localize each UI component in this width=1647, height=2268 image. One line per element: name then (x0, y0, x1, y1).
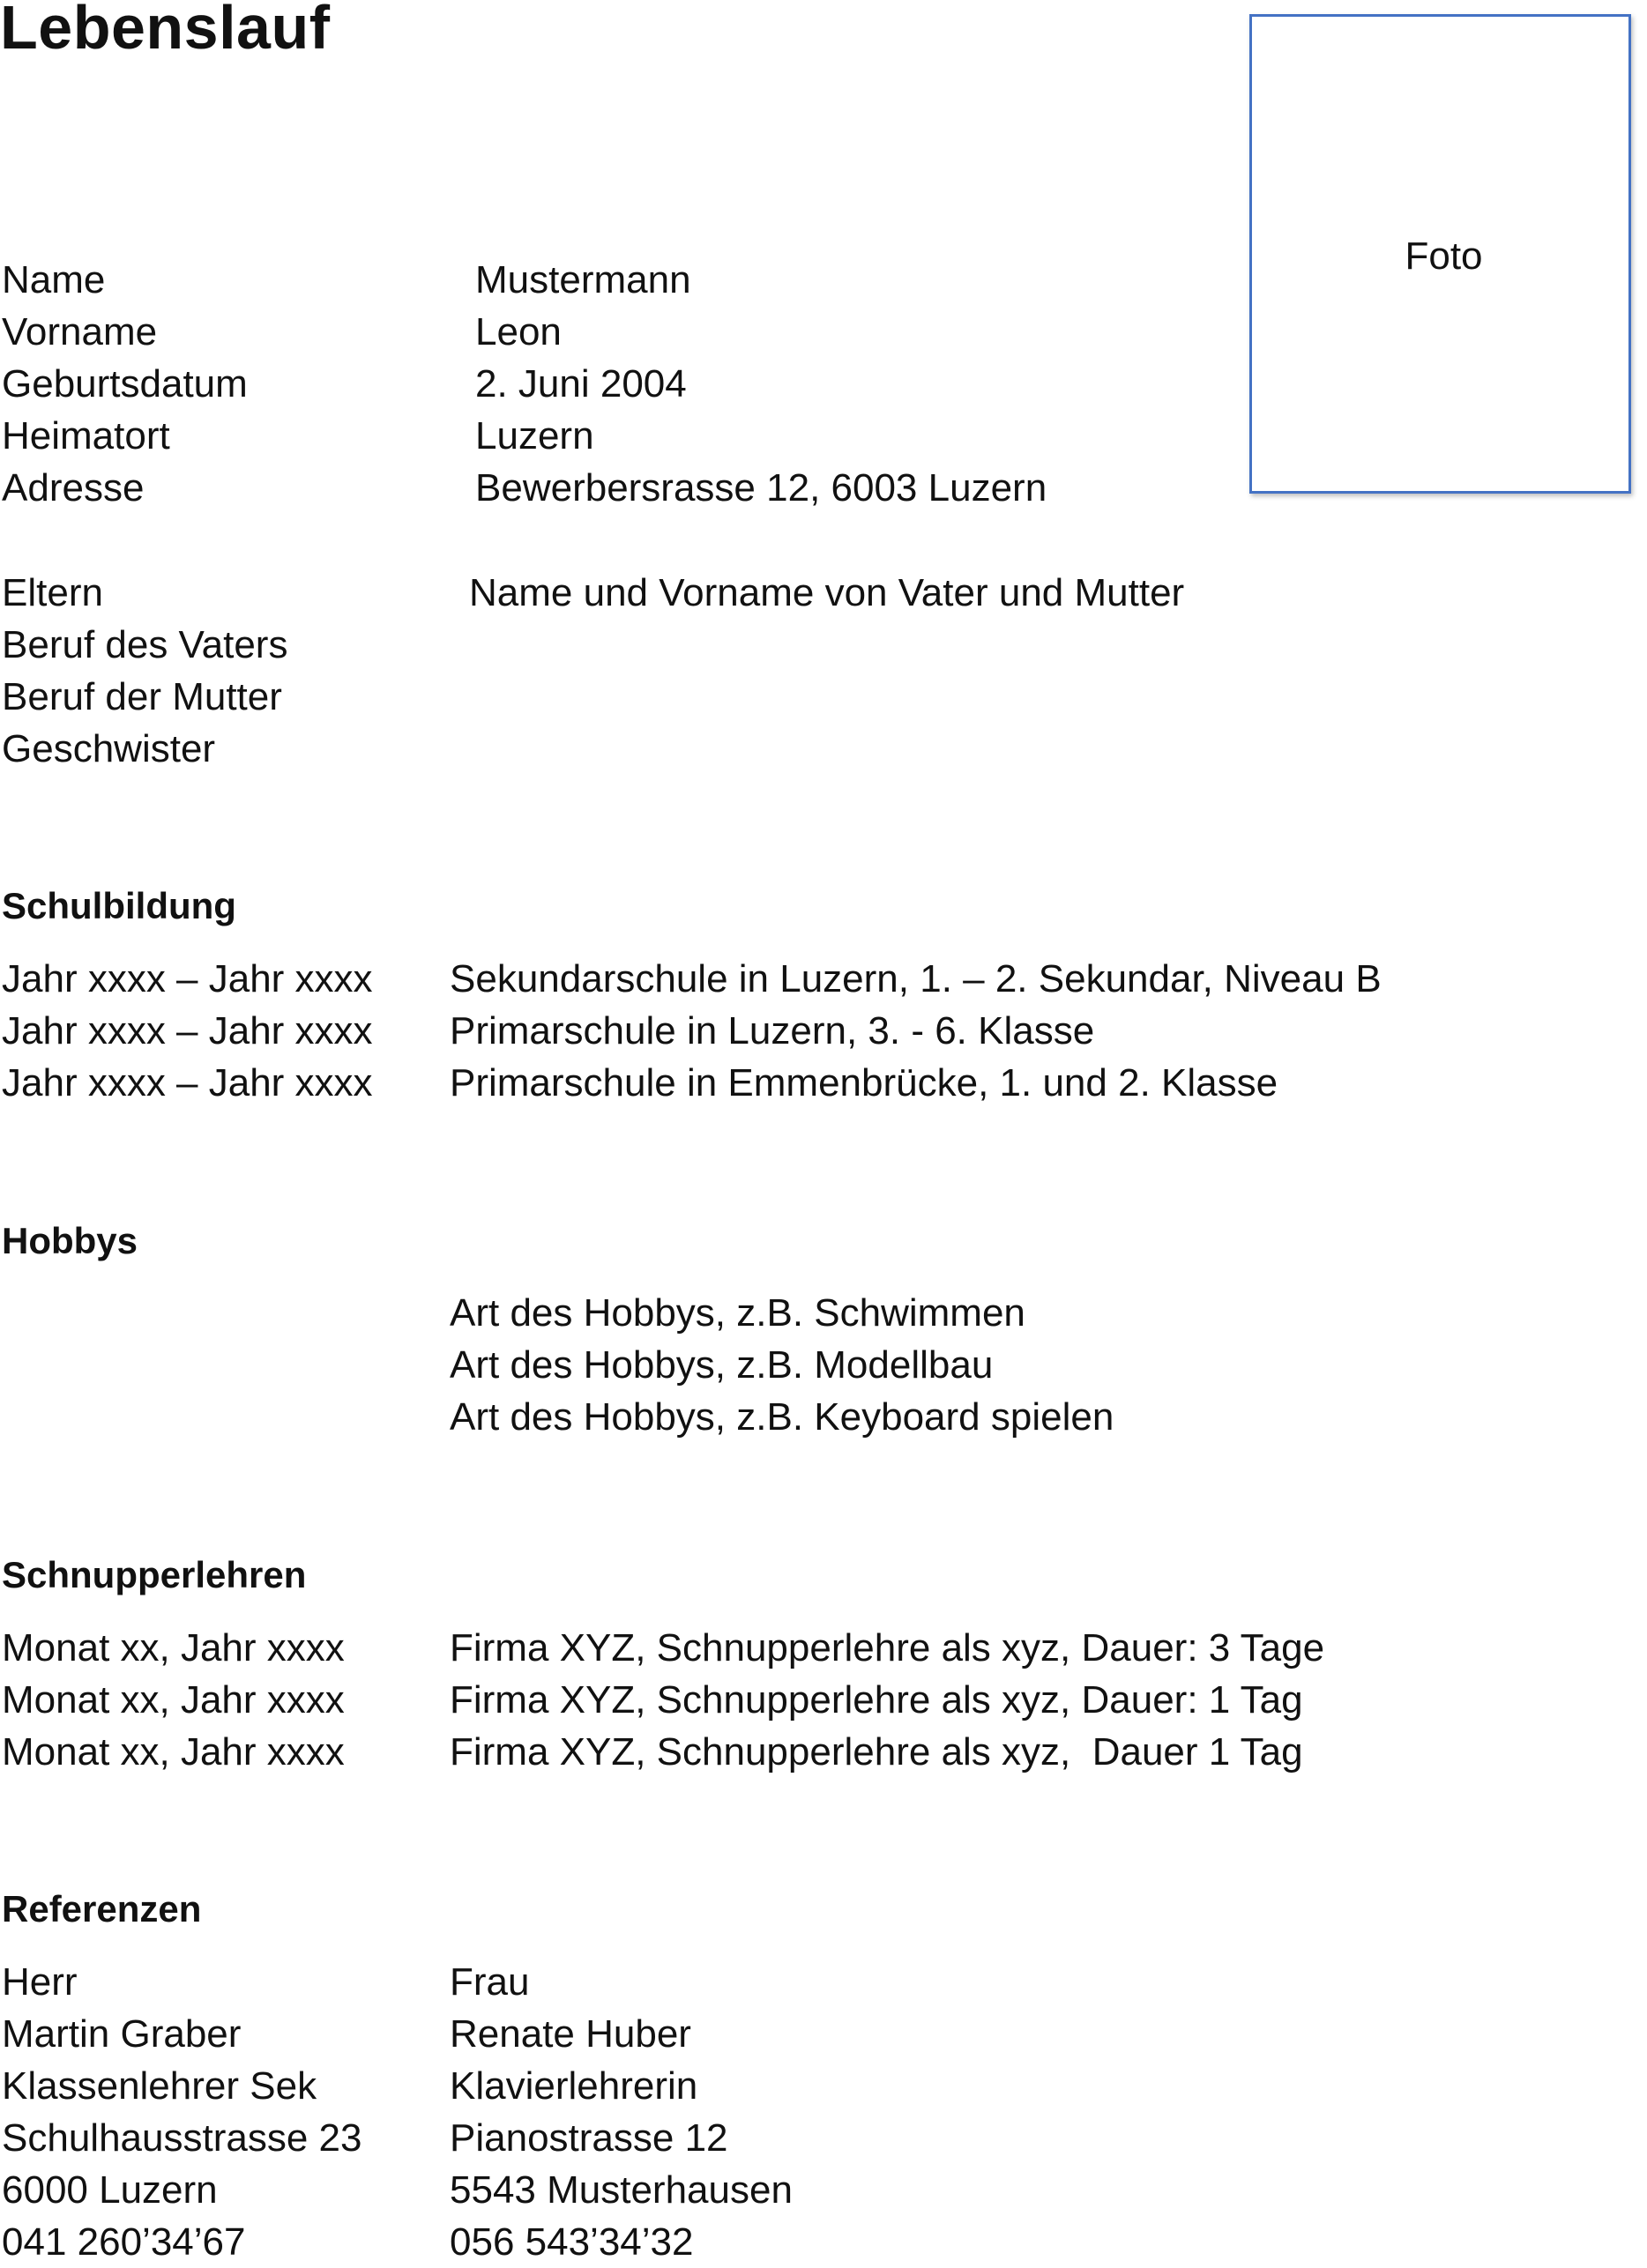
label-beruf-vater: Beruf des Vaters (2, 623, 288, 666)
value-adresse: Bewerbersrasse 12, 6003 Luzern (475, 466, 1047, 509)
ref1-line: Schulhausstrasse 23 (2, 2116, 362, 2160)
ref2-line: 5543 Musterhausen (450, 2168, 793, 2212)
value-heimatort: Luzern (475, 414, 594, 457)
photo-placeholder (1249, 14, 1631, 494)
label-vorname: Vorname (2, 310, 158, 353)
schul-desc: Sekundarschule in Luzern, 1. – 2. Sekundar, Niveau B (450, 957, 1382, 1000)
label-name: Name (2, 258, 106, 301)
schnupper-date: Monat xx, Jahr xxxx (2, 1678, 345, 1721)
ref2-line: Renate Huber (450, 2012, 691, 2056)
section-heading-schnupperlehren: Schnupperlehren (2, 1554, 307, 1595)
label-geburtsdatum: Geburtsdatum (2, 362, 248, 405)
label-eltern: Eltern (2, 571, 103, 614)
hobby-item: Art des Hobbys, z.B. Keyboard spielen (450, 1395, 1114, 1439)
schnupper-desc: Firma XYZ, Schnupperlehre als xyz, Dauer 1 Tag (450, 1730, 1303, 1774)
hobby-item: Art des Hobbys, z.B. Modellbau (450, 1343, 994, 1387)
ref2-line: Frau (450, 1960, 530, 2004)
schnupper-date: Monat xx, Jahr xxxx (2, 1626, 345, 1669)
value-eltern: Name und Vorname von Vater und Mutter (469, 571, 1185, 614)
ref2-line: Pianostrasse 12 (450, 2116, 728, 2160)
ref1-line: 6000 Luzern (2, 2168, 218, 2212)
value-geburtsdatum: 2. Juni 2004 (475, 362, 687, 405)
schnupper-desc: Firma XYZ, Schnupperlehre als xyz, Dauer: 3 Tage (450, 1626, 1325, 1669)
photo-label: Foto (1405, 234, 1483, 278)
hobby-item: Art des Hobbys, z.B. Schwimmen (450, 1291, 1025, 1335)
value-vorname: Leon (475, 310, 562, 353)
schul-period: Jahr xxxx – Jahr xxxx (2, 957, 373, 1000)
page-title: Lebenslauf (0, 0, 331, 62)
ref1-line: Herr (2, 1960, 78, 2004)
label-geschwister: Geschwister (2, 727, 216, 770)
ref2-line: Klavierlehrerin (450, 2064, 698, 2108)
ref1-line: Klassenlehrer Sek (2, 2064, 317, 2108)
schnupper-date: Monat xx, Jahr xxxx (2, 1730, 345, 1774)
section-heading-referenzen: Referenzen (2, 1888, 202, 1930)
ref2-line: 056 543’34’32 (450, 2220, 694, 2264)
value-name: Mustermann (475, 258, 691, 301)
schnupper-desc: Firma XYZ, Schnupperlehre als xyz, Dauer: 1 Tag (450, 1678, 1303, 1721)
section-heading-schulbildung: Schulbildung (2, 885, 236, 926)
label-heimatort: Heimatort (2, 414, 170, 457)
schul-desc: Primarschule in Emmenbrücke, 1. und 2. Klasse (450, 1061, 1278, 1104)
schul-period: Jahr xxxx – Jahr xxxx (2, 1009, 373, 1052)
ref1-line: 041 260’34’67 (2, 2220, 246, 2264)
label-adresse: Adresse (2, 466, 145, 509)
section-heading-hobbys: Hobbys (2, 1220, 138, 1261)
schul-period: Jahr xxxx – Jahr xxxx (2, 1061, 373, 1104)
label-beruf-mutter: Beruf der Mutter (2, 675, 282, 718)
schul-desc: Primarschule in Luzern, 3. - 6. Klasse (450, 1009, 1095, 1052)
ref1-line: Martin Graber (2, 2012, 242, 2056)
